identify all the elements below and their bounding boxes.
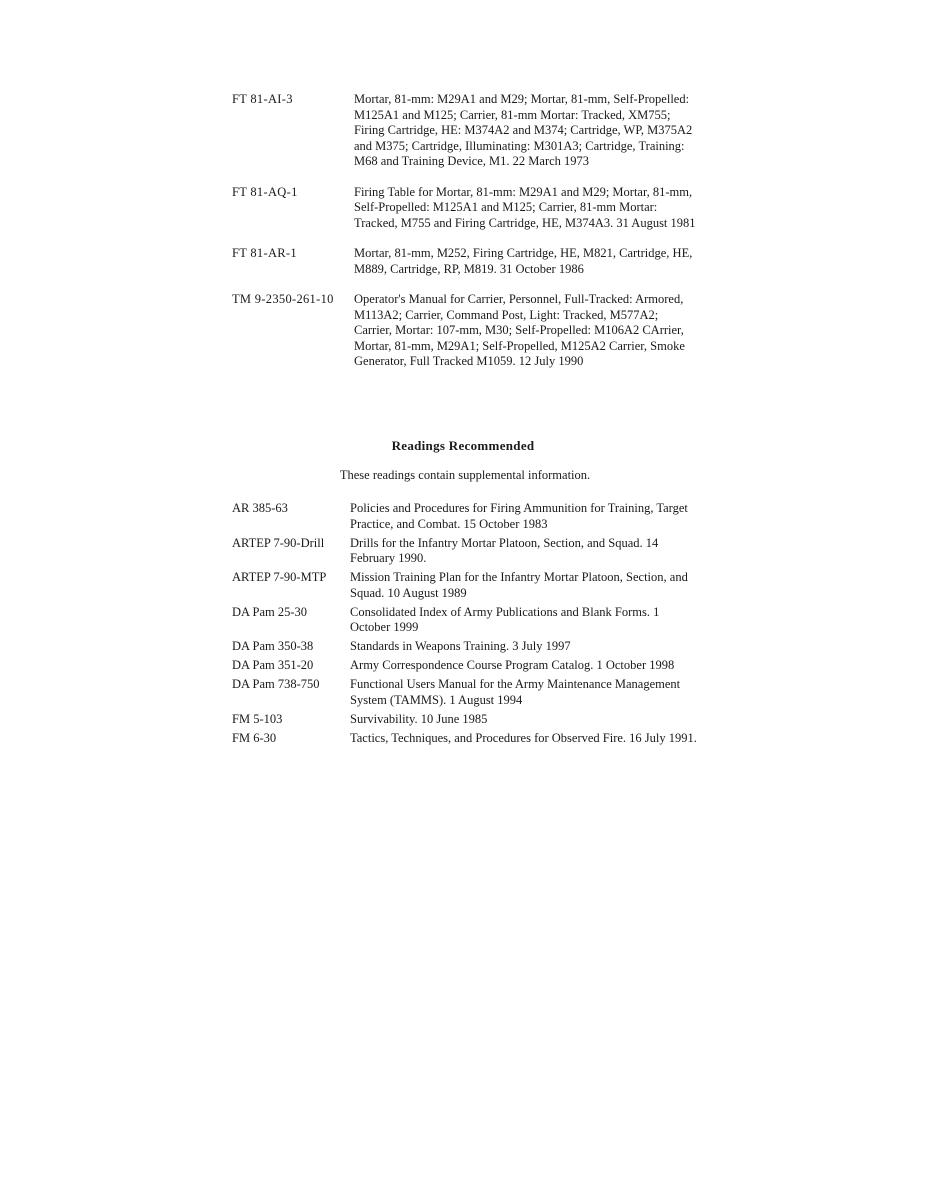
publication-code: FM 6-30 [232, 730, 277, 745]
list-item [232, 536, 712, 567]
list-item [232, 605, 712, 636]
publication-description: Tactics, Techniques, and Procedures for Observed Fire. 16 July 1991. [350, 730, 697, 745]
list-item [232, 677, 712, 708]
publication-code: FT 81-AI-3 [232, 92, 293, 106]
list-item [232, 570, 712, 601]
publication-description: Consolidated Index of Army Publications and Blank Forms. 1 October 1999 [350, 604, 660, 634]
list-item [232, 731, 712, 747]
publication-code: ARTEP 7-90-Drill [232, 535, 325, 550]
section-heading: Readings Recommended [391, 438, 535, 453]
list-item [232, 501, 712, 532]
publication-code: DA Pam 25-30 [232, 604, 307, 619]
list-item [232, 639, 712, 655]
publication-description: Drills for the Infantry Mortar Platoon, Section, and Squad. 14 February 1990. [350, 535, 659, 565]
list-item [232, 712, 712, 728]
list-item [232, 292, 712, 370]
recommended-readings-list [232, 501, 712, 750]
publication-description: Mortar, 81-mm, M252, Firing Cartridge, HE, M821, Cartridge, HE, M889, Cartridge, RP, M819. 31 October 1986 [354, 246, 693, 276]
list-item [232, 92, 712, 170]
publication-code: ARTEP 7-90-MTP [232, 570, 327, 584]
publication-code: TM 9-2350-261-10 [232, 292, 334, 306]
publication-description: Army Correspondence Course Program Catalog. 1 October 1998 [350, 658, 675, 672]
publication-description: Policies and Procedures for Firing Ammunition for Training, Target Practice, and Combat. 15 October 1983 [350, 501, 688, 531]
publication-code: DA Pam 351-20 [232, 658, 314, 672]
publication-code: DA Pam 350-38 [232, 639, 314, 653]
required-readings-list [232, 92, 712, 385]
publication-code: DA Pam 738-750 [232, 677, 320, 691]
publication-description: Survivability. 10 June 1985 [350, 711, 488, 726]
publication-code: AR 385-63 [232, 501, 288, 515]
publication-description: Functional Users Manual for the Army Maintenance Management System (TAMMS). 1 August 1994 [350, 677, 681, 707]
publication-code: FT 81-AR-1 [232, 246, 297, 260]
list-item [232, 658, 712, 674]
publication-code: FM 5-103 [232, 711, 283, 726]
publication-description: Standards in Weapons Training. 3 July 1997 [350, 639, 571, 653]
list-item [232, 185, 712, 232]
publication-description: Mission Training Plan for the Infantry Mortar Platoon, Section, and Squad. 10 August 1989 [350, 570, 688, 600]
publication-description: Mortar, 81-mm: M29A1 and M29; Mortar, 81-mm, Self-Propelled: M125A1 and M125; Carrier, 81-mm Mortar: Tracked, XM755; Firing Cartridge, HE: M374A2 and M374; Cartridge, WP, M375A2 and M375; Cartridge, Illuminating: M301A3; Cartridge, Training: M68 and Training Device, M1. 22 March 1973 [354, 92, 693, 168]
section-intro: These readings contain supplemental information. [339, 468, 591, 482]
list-item [232, 246, 712, 277]
publication-code: FT 81-AQ-1 [232, 184, 298, 199]
publication-description: Operator's Manual for Carrier, Personnel, Full-Tracked: Armored, M113A2; Carrier, Command Post, Light: Tracked, M577A2; Carrier, Mortar: 107-mm, M30; Self-Propelled: M106A2 CArrier, Mortar, 81-mm, M29A1; Self-Propelled, M125A2 Carrier, Smoke Generator, Full Tracked M1059. 12 July 1990 [354, 292, 685, 368]
publication-description: Firing Table for Mortar, 81-mm: M29A1 and M29; Mortar, 81-mm, Self-Propelled: M125A1 and M125; Carrier, 81-mm Mortar: Tracked, M755 and Firing Cartridge, HE, M374A3. 31 August 1981 [354, 184, 696, 230]
